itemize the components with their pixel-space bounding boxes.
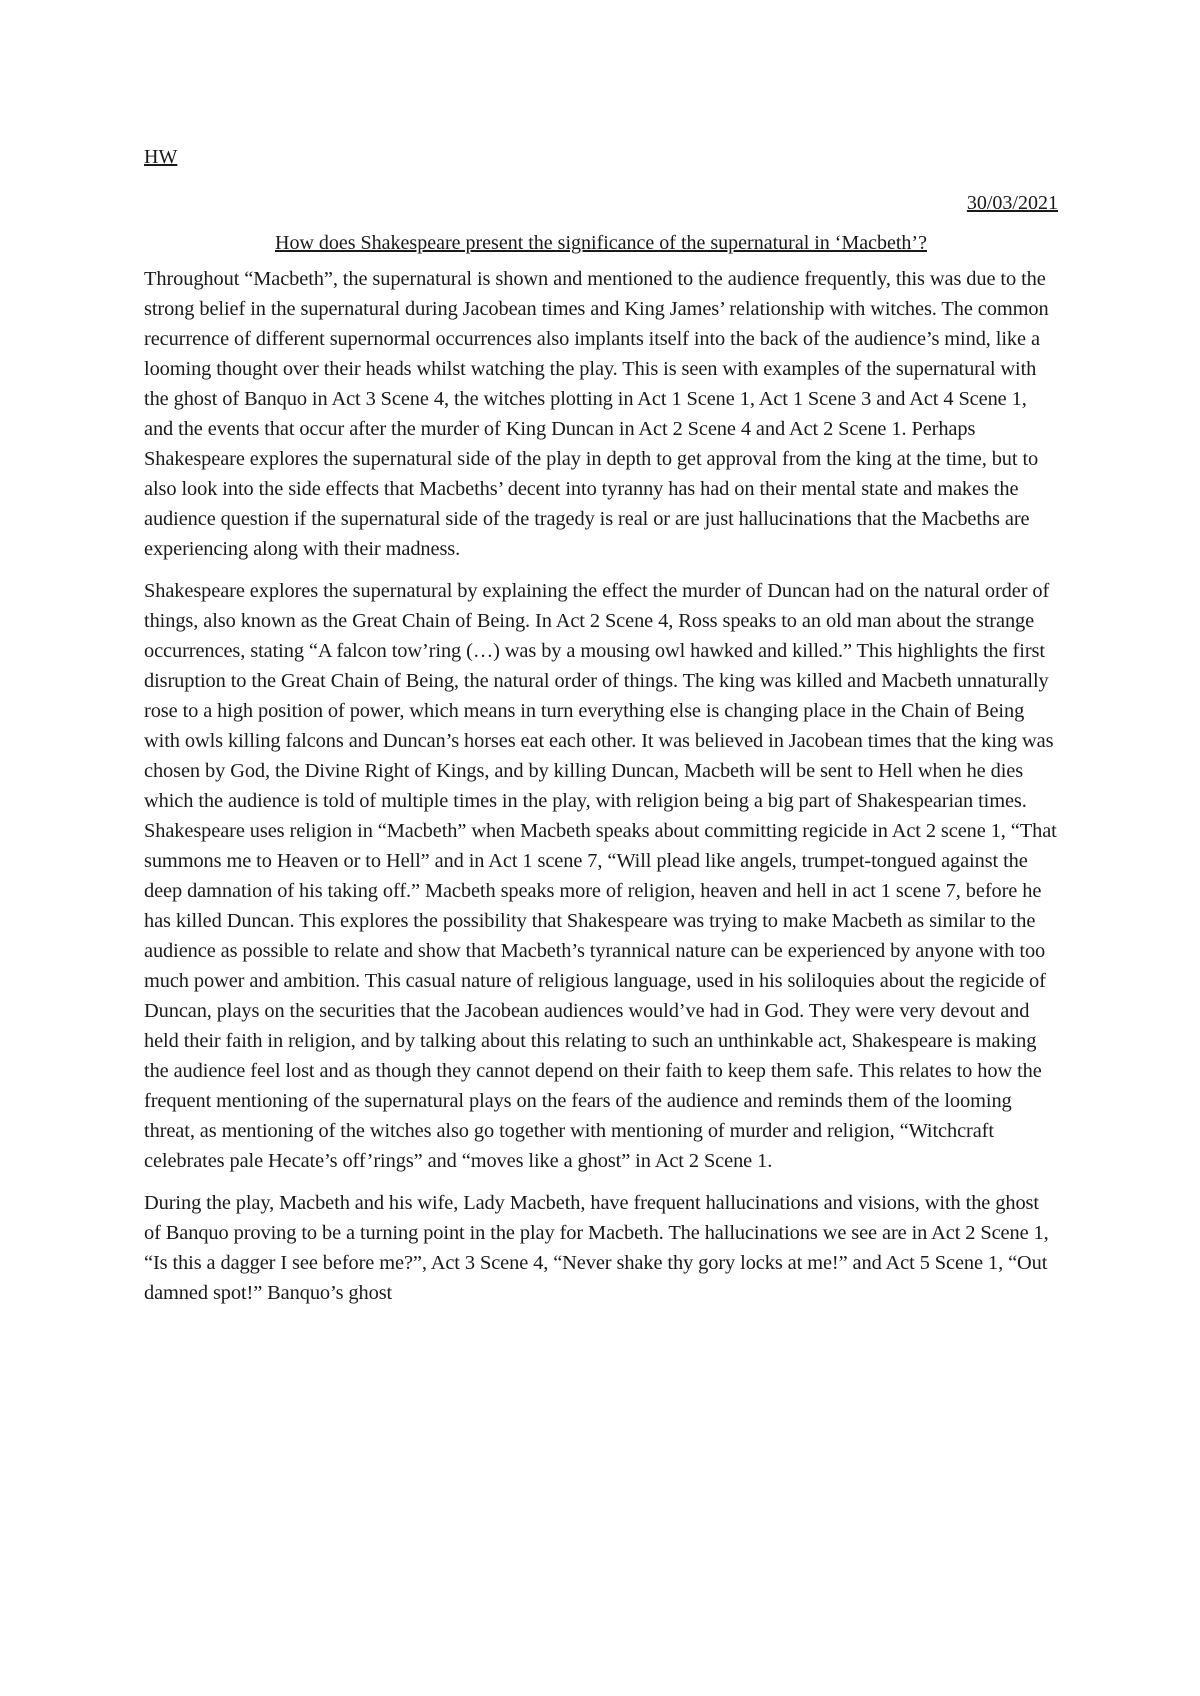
paragraph-1: Throughout “Macbeth”, the supernatural is shown and mentioned to the audience frequently, this was due to the strong belief in the supernatural during Jacobean times and King James’ relationship with witches. The common recurrence of different supernormal occurrences also implants itself into the back of the audience’s mind, like a looming thought over their heads whilst watching the play. This is seen with examples of the supernatural with the ghost of Banquo in Act 3 Scene 4, the witches plotting in Act 1 Scene 1, Act 1 Scene 3 and Act 4 Scene 1, and the events that occur after the murder of King Duncan in Act 2 Scene 4 and Act 2 Scene 1. Perhaps Shakespeare explores the supernatural side of the play in depth to get approval from the king at the time, but to also look into the side effects that Macbeths’ decent into tyranny has had on their mental state and makes the audience question if the supernatural side of the tragedy is real or are just hallucinations that the Macbeths are experiencing along with their madness. xyxy=(144,268,1049,560)
essay-title: How does Shakespeare present the significance of the supernatural in ‘Macbeth’? xyxy=(275,232,927,254)
document-body xyxy=(144,142,1058,1320)
author-initials: HW xyxy=(144,146,178,168)
document-date: 30/03/2021 xyxy=(966,192,1058,214)
paragraph-3: During the play, Macbeth and his wife, Lady Macbeth, have frequent hallucinations and visions, with the ghost of Banquo proving to be a turning point in the play for Macbeth. The hallucinations we see are in Act 2 Scene 1, “Is this a dagger I see before me?”, Act 3 Scene 4, “Never shake thy gory locks at me!” and Act 5 Scene 1, “Out damned spot!” Banquo’s ghost xyxy=(144,1192,1049,1304)
paragraph-2: Shakespeare explores the supernatural by explaining the effect the murder of Duncan had on the natural order of things, also known as the Great Chain of Being. In Act 2 Scene 4, Ross speaks to an old man about the strange occurrences, stating “A falcon tow’ring (…) was by a mousing owl hawked and killed.” This highlights the first disruption to the Great Chain of Being, the natural order of things. The king was killed and Macbeth unnaturally rose to a high position of power, which means in turn everything else is changing place in the Chain of Being with owls killing falcons and Duncan’s horses eat each other. It was believed in Jacobean times that the king was chosen by God, the Divine Right of Kings, and by killing Duncan, Macbeth will be sent to Hell when he dies which the audience is told of multiple times in the play, with religion being a big part of Shakespearian times. Shakespeare uses religion in “Macbeth” when Macbeth speaks about committing regicide in Act 2 scene 1, “That summons me to Heaven or to Hell” and in Act 1 scene 7, “Will plead like angels, trumpet-tongued against the deep damnation of his taking off.” Macbeth speaks more of religion, heaven and hell in act 1 scene 7, before he has killed Duncan. This explores the possibility that Shakespeare was trying to make Macbeth as similar to the audience as possible to relate and show that Macbeth’s tyrannical nature can be experienced by anyone with too much power and ambition. This casual nature of religious language, used in his soliloquies about the regicide of Duncan, plays on the securities that the Jacobean audiences would’ve had in God. They were very devout and held their faith in religion, and by talking about this relating to such an unthinkable act, Shakespeare is making the audience feel lost and as though they cannot depend on their faith to keep them safe. This relates to how the frequent mentioning of the supernatural plays on the fears of the audience and reminds them of the looming threat, as mentioning of the witches also go together with mentioning of murder and religion, “Witchcraft celebrates pale Hecate’s off’rings” and “moves like a ghost” in Act 2 Scene 1. xyxy=(144,580,1057,1172)
